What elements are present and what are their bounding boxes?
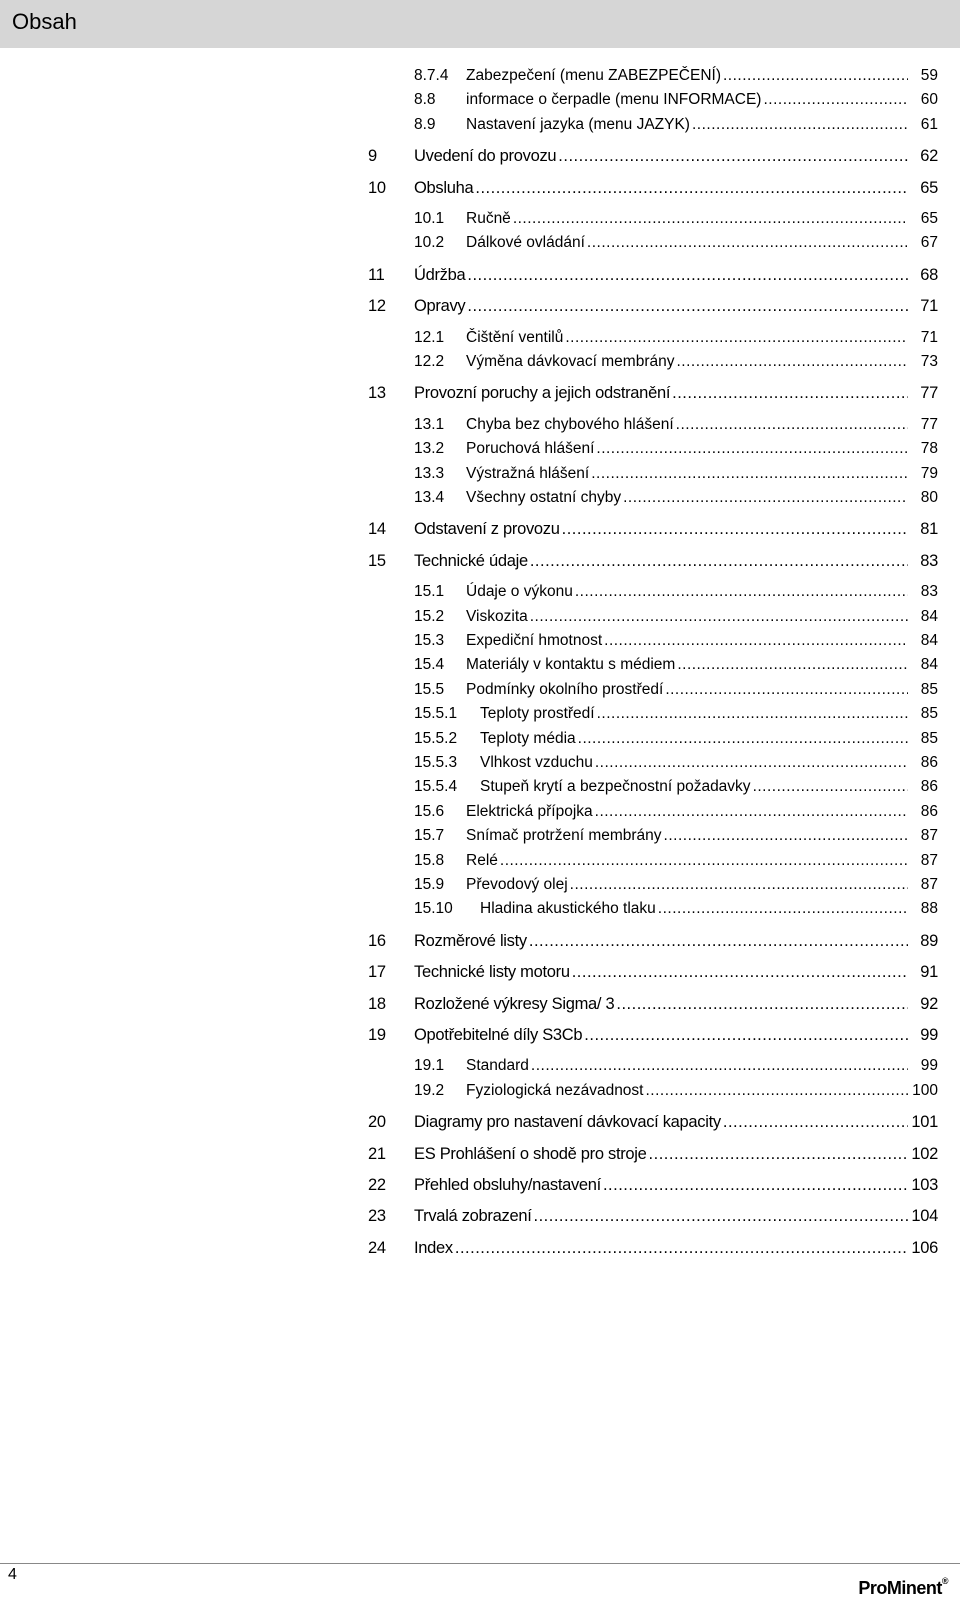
toc-chapter-number: 21 <box>368 1144 386 1163</box>
toc-entry-line <box>414 294 938 318</box>
toc-entry-line <box>414 929 938 953</box>
toc-entry-line <box>414 580 938 604</box>
toc-section-number: 15.5.4 <box>414 778 458 796</box>
toc-entry[interactable] <box>0 751 960 775</box>
toc-section-number: 15.7 <box>414 827 445 845</box>
toc-title: Všechny ostatní chyby <box>466 489 622 506</box>
toc-entry[interactable] <box>0 1054 960 1078</box>
toc-entry[interactable] <box>0 294 960 318</box>
toc-title: Zabezpečení (menu ZABEZPEČENÍ) <box>466 67 721 84</box>
toc-entry[interactable] <box>0 702 960 726</box>
toc-title: Výměna dávkovací membrány <box>466 353 675 370</box>
toc-title: Teploty prostředí <box>480 705 595 723</box>
toc-entry-line <box>414 437 938 461</box>
toc-page-number: 101 <box>911 1113 938 1132</box>
toc-entry-line <box>414 897 938 921</box>
toc-leader-dots <box>591 462 908 486</box>
toc-entry[interactable] <box>0 580 960 604</box>
toc-leader-dots <box>616 992 908 1016</box>
toc-section-number: 10.2 <box>414 234 445 252</box>
toc-title: Fyziologická nezávadnost <box>466 1081 644 1099</box>
toc-leader-dots <box>587 231 908 255</box>
toc-section-number: 12.1 <box>414 328 445 346</box>
toc-entry[interactable] <box>0 1173 960 1197</box>
toc-entry[interactable] <box>0 88 960 112</box>
toc-title: ES Prohlášení o shodě pro stroje <box>414 1144 647 1163</box>
toc-entry[interactable] <box>0 849 960 873</box>
toc-section-number: 12.2 <box>414 353 445 370</box>
toc-entry[interactable] <box>0 605 960 629</box>
toc-title: Stupeň krytí a bezpečnostní požadavky <box>480 778 751 796</box>
toc-leader-dots <box>467 294 908 318</box>
toc-entry[interactable] <box>0 873 960 897</box>
toc-entry-line <box>414 88 938 112</box>
toc-chapter-number: 13 <box>368 384 386 403</box>
toc-entry[interactable] <box>0 629 960 653</box>
toc-section-number: 13.1 <box>414 415 445 433</box>
toc-title: Rozměrové listy <box>414 931 527 950</box>
toc-page-number: 71 <box>920 328 938 346</box>
toc-chapter-number: 14 <box>368 520 386 539</box>
toc-entry-line <box>414 1110 938 1134</box>
toc-section-number: 15.2 <box>414 607 445 625</box>
toc-title: Technické listy motoru <box>414 963 570 982</box>
toc-page-number: 91 <box>920 963 938 982</box>
toc-entry-line <box>414 176 938 200</box>
toc-entry-line <box>414 960 938 984</box>
toc-title: Technické údaje <box>414 551 528 570</box>
toc-entry[interactable] <box>0 727 960 751</box>
toc-entry-line <box>414 486 938 510</box>
toc-page-number: 88 <box>920 900 938 918</box>
toc-page-number: 85 <box>920 680 938 698</box>
toc-chapter-number: 23 <box>368 1207 386 1226</box>
toc-entry-line <box>414 263 938 287</box>
toc-page-number: 84 <box>920 607 938 625</box>
toc-leader-dots <box>763 88 908 112</box>
toc-title: Index <box>414 1238 453 1257</box>
toc-page-number: 99 <box>920 1026 938 1044</box>
toc-entry-line <box>414 1236 938 1260</box>
toc-entry[interactable] <box>0 824 960 848</box>
toc-entry-line <box>414 629 938 653</box>
toc-entry-line <box>414 800 938 824</box>
toc-page-number: 87 <box>920 851 938 869</box>
toc-page-number: 103 <box>911 1176 938 1194</box>
toc-chapter-number: 12 <box>368 297 386 316</box>
toc-leader-dots <box>646 1079 909 1103</box>
toc-section-number: 13.2 <box>414 440 445 458</box>
toc-entry-line <box>414 350 938 374</box>
toc-chapter-number: 10 <box>368 178 386 197</box>
toc-title: Údaje o výkonu <box>466 583 573 601</box>
toc-page-number: 92 <box>920 994 938 1013</box>
toc-entry-line <box>414 326 938 350</box>
toc-leader-dots <box>530 605 908 629</box>
toc-leader-dots <box>676 350 908 374</box>
toc-page-number: 83 <box>920 551 938 570</box>
toc-entry-line <box>414 849 938 873</box>
toc-entry[interactable] <box>0 64 960 88</box>
toc-leader-dots <box>500 849 908 873</box>
toc-leader-dots <box>575 580 908 604</box>
toc-page-number: 78 <box>920 440 938 458</box>
toc-title: Rozložené výkresy Sigma/ 3 <box>414 994 615 1013</box>
toc-entry-line <box>414 605 938 629</box>
toc-title: Poruchová hlášení <box>466 440 595 458</box>
toc-page-number: 77 <box>920 384 938 403</box>
toc-title: Elektrická přípojka <box>466 802 593 820</box>
page-header <box>0 0 960 48</box>
toc-title: Provozní poruchy a jejich odstranění <box>414 384 671 403</box>
toc-entry[interactable] <box>0 800 960 824</box>
toc-leader-dots <box>530 549 908 573</box>
toc-page-number: 62 <box>920 147 938 166</box>
toc-leader-dots <box>692 113 908 137</box>
toc-leader-dots <box>565 326 908 350</box>
toc-title: Teploty média <box>480 729 576 747</box>
toc-entry[interactable] <box>0 486 960 510</box>
toc-page-number: 86 <box>920 778 938 796</box>
toc-section-number: 8.9 <box>414 115 436 133</box>
toc-leader-dots <box>596 437 908 461</box>
toc-chapter-number: 16 <box>368 931 386 950</box>
toc-title: Viskozita <box>466 607 528 625</box>
toc-page-number: 80 <box>920 489 938 506</box>
toc-entry[interactable] <box>0 678 960 702</box>
toc-entry[interactable] <box>0 462 960 486</box>
toc-title: Výstražná hlášení <box>466 464 590 482</box>
toc-leader-dots <box>455 1236 908 1260</box>
toc-leader-dots <box>529 929 908 953</box>
toc-page-number: 68 <box>920 265 938 284</box>
toc-entry[interactable] <box>0 517 960 541</box>
toc-entry[interactable] <box>0 1079 960 1103</box>
toc-title: Relé <box>466 851 498 869</box>
toc-chapter-number: 18 <box>368 994 386 1013</box>
toc-title: Údržba <box>414 265 466 284</box>
toc-leader-dots <box>723 1110 908 1134</box>
toc-title: Materiály v kontaktu s médiem <box>466 656 676 674</box>
toc-section-number: 13.4 <box>414 489 445 506</box>
toc-leader-dots <box>513 207 908 231</box>
toc-page-number: 83 <box>920 583 938 601</box>
toc-entry-line <box>414 653 938 677</box>
toc-entry-line <box>414 727 938 751</box>
toc-entry[interactable] <box>0 231 960 255</box>
toc-section-number: 15.10 <box>414 900 453 918</box>
toc-entry-line <box>414 1054 938 1078</box>
toc-title: Přehled obsluhy/nastavení <box>414 1176 601 1194</box>
toc-leader-dots <box>578 727 908 751</box>
toc-page-number: 106 <box>911 1238 938 1257</box>
toc-leader-dots <box>664 824 908 848</box>
toc-entry-line <box>414 231 938 255</box>
toc-section-number: 15.5.3 <box>414 754 458 771</box>
toc-entry-line <box>414 873 938 897</box>
toc-page-number: 79 <box>920 464 938 482</box>
toc-title: Převodový olej <box>466 876 568 893</box>
toc-leader-dots <box>603 1173 908 1197</box>
toc-page-number: 87 <box>920 827 938 845</box>
toc-page-number: 85 <box>920 729 938 747</box>
toc-leader-dots <box>572 960 908 984</box>
toc-section-number: 15.4 <box>414 656 445 674</box>
toc-title: informace o čerpadle (menu INFORMACE) <box>466 91 762 109</box>
toc-title: Opravy <box>414 297 466 316</box>
toc-entry-line <box>414 144 938 168</box>
toc-entry-line <box>414 992 938 1016</box>
toc-leader-dots <box>753 775 908 799</box>
toc-page-number: 100 <box>912 1081 938 1099</box>
toc-entry[interactable] <box>0 437 960 461</box>
toc-entry-line <box>414 1173 938 1197</box>
toc-section-number: 15.3 <box>414 632 445 649</box>
toc-leader-dots <box>665 678 908 702</box>
toc-section-number: 15.6 <box>414 802 445 820</box>
toc-chapter-number: 20 <box>368 1113 386 1132</box>
toc-leader-dots <box>649 1142 908 1166</box>
toc-entry-line <box>414 207 938 231</box>
toc-section-number: 10.1 <box>414 210 445 227</box>
toc-page-number: 59 <box>920 67 938 84</box>
page-title: Obsah <box>12 9 77 34</box>
toc-entry-line <box>414 517 938 541</box>
toc-leader-dots <box>595 751 908 775</box>
toc-entry-line <box>414 113 938 137</box>
toc-entry-line <box>414 1204 938 1228</box>
toc-leader-dots <box>597 702 908 726</box>
toc-title: Uvedení do provozu <box>414 147 557 166</box>
toc-entry[interactable] <box>0 176 960 200</box>
toc-leader-dots <box>623 486 908 510</box>
toc-entry-line <box>414 549 938 573</box>
toc-leader-dots <box>570 873 908 897</box>
toc-title: Opotřebitelné díly S3Cb <box>414 1026 583 1044</box>
toc-title: Diagramy pro nastavení dávkovací kapacity <box>414 1113 721 1132</box>
toc-title: Standard <box>466 1057 529 1075</box>
toc-entry[interactable] <box>0 992 960 1016</box>
toc-chapter-number: 24 <box>368 1238 386 1257</box>
toc-entry[interactable] <box>0 929 960 953</box>
toc-page-number: 84 <box>920 632 938 649</box>
toc-entry-line <box>414 702 938 726</box>
toc-page-number: 65 <box>920 210 938 227</box>
toc-chapter-number: 19 <box>368 1026 386 1044</box>
toc-title: Expediční hmotnost <box>466 632 603 649</box>
toc-entry-line <box>414 64 938 88</box>
toc-entry-line <box>414 775 938 799</box>
toc-chapter-number: 9 <box>368 147 377 166</box>
toc-section-number: 13.3 <box>414 464 445 482</box>
toc-leader-dots <box>584 1023 908 1047</box>
toc-entry[interactable] <box>0 350 960 374</box>
toc-section-number: 19.2 <box>414 1081 445 1099</box>
toc-entry-line <box>414 751 938 775</box>
toc-entry[interactable] <box>0 381 960 405</box>
toc-section-number: 19.1 <box>414 1057 445 1075</box>
toc-chapter-number: 17 <box>368 963 386 982</box>
toc-entry-line <box>414 678 938 702</box>
footer-divider <box>0 1563 960 1564</box>
toc-entry-line <box>414 1142 938 1166</box>
toc-leader-dots <box>595 800 908 824</box>
toc-page-number: 65 <box>920 178 938 197</box>
toc-entry-line <box>414 413 938 437</box>
toc-entry[interactable] <box>0 960 960 984</box>
toc-leader-dots <box>531 1054 908 1078</box>
toc-entry-line <box>414 824 938 848</box>
toc-entry[interactable] <box>0 263 960 287</box>
toc-page-number: 104 <box>911 1207 938 1226</box>
toc-entry[interactable] <box>0 144 960 168</box>
toc-title: Dálkové ovládání <box>466 234 585 252</box>
toc-page-number: 86 <box>920 754 938 771</box>
toc-page-number: 87 <box>920 876 938 893</box>
toc-title: Odstavení z provozu <box>414 520 560 539</box>
toc-title: Čištění ventilů <box>466 328 564 346</box>
toc-leader-dots <box>672 381 908 405</box>
toc-section-number: 8.8 <box>414 91 436 109</box>
logo-registered-mark: ® <box>941 1576 948 1586</box>
toc-entry[interactable] <box>0 1023 960 1047</box>
toc-leader-dots <box>467 263 908 287</box>
prominent-logo <box>858 1578 948 1599</box>
toc-page-number: 102 <box>911 1144 938 1163</box>
toc-title: Vlhkost vzduchu <box>480 754 593 771</box>
toc-section-number: 15.5.1 <box>414 705 458 723</box>
toc-section-number: 8.7.4 <box>414 67 449 84</box>
toc-title: Hladina akustického tlaku <box>480 900 656 918</box>
toc-title: Nastavení jazyka (menu JAZYK) <box>466 115 690 133</box>
toc-title: Trvalá zobrazení <box>414 1207 532 1226</box>
toc-entry[interactable] <box>0 653 960 677</box>
toc-page-number: 84 <box>920 656 938 674</box>
toc-leader-dots <box>558 144 908 168</box>
toc-page-number: 77 <box>920 415 938 433</box>
toc-page-number: 71 <box>920 297 938 316</box>
toc-leader-dots <box>562 517 908 541</box>
page-number: 4 <box>8 1566 17 1583</box>
toc-chapter-number: 11 <box>368 265 385 284</box>
toc-leader-dots <box>676 413 908 437</box>
toc-page-number: 99 <box>920 1057 938 1075</box>
toc-chapter-number: 15 <box>368 551 386 570</box>
toc-section-number: 15.5.2 <box>414 729 458 747</box>
toc-title: Obsluha <box>414 178 474 197</box>
toc-entry[interactable] <box>0 1236 960 1260</box>
toc-page-number: 85 <box>920 705 938 723</box>
toc-entry[interactable] <box>0 775 960 799</box>
toc-entry[interactable] <box>0 113 960 137</box>
toc-leader-dots <box>723 64 908 88</box>
toc-section-number: 15.1 <box>414 583 445 601</box>
toc-entry-line <box>414 381 938 405</box>
toc-entry[interactable] <box>0 1204 960 1228</box>
toc-entry[interactable] <box>0 207 960 231</box>
toc-leader-dots <box>533 1204 908 1228</box>
toc-section-number: 15.9 <box>414 876 445 893</box>
toc-title: Ručně <box>466 210 511 227</box>
toc-leader-dots <box>475 176 908 200</box>
toc-page-number: 81 <box>920 520 938 539</box>
toc-page-number: 89 <box>920 931 938 950</box>
toc-leader-dots <box>677 653 908 677</box>
toc-entry[interactable] <box>0 1142 960 1166</box>
toc-chapter-number: 22 <box>368 1176 386 1194</box>
toc-entry[interactable] <box>0 549 960 573</box>
toc-page-number: 61 <box>920 115 938 133</box>
toc-leader-dots <box>604 629 908 653</box>
toc-entry-line <box>414 1079 938 1103</box>
toc-page-number: 60 <box>920 91 938 109</box>
toc-entry[interactable] <box>0 1110 960 1134</box>
toc-leader-dots <box>658 897 908 921</box>
toc-entry-line <box>414 1023 938 1047</box>
toc-entry[interactable] <box>0 897 960 921</box>
toc-entry[interactable] <box>0 326 960 350</box>
toc-section-number: 15.5 <box>414 680 445 698</box>
logo-text: ProMinent <box>858 1578 942 1598</box>
toc-title: Chyba bez chybového hlášení <box>466 415 674 433</box>
toc-page-number: 73 <box>920 353 938 370</box>
toc-section-number: 15.8 <box>414 851 445 869</box>
toc-entry-line <box>414 462 938 486</box>
toc-page-number: 67 <box>920 234 938 252</box>
toc-title: Snímač protržení membrány <box>466 827 662 845</box>
toc-page-number: 86 <box>920 802 938 820</box>
toc-entry[interactable] <box>0 413 960 437</box>
toc-title: Podmínky okolního prostředí <box>466 680 664 698</box>
